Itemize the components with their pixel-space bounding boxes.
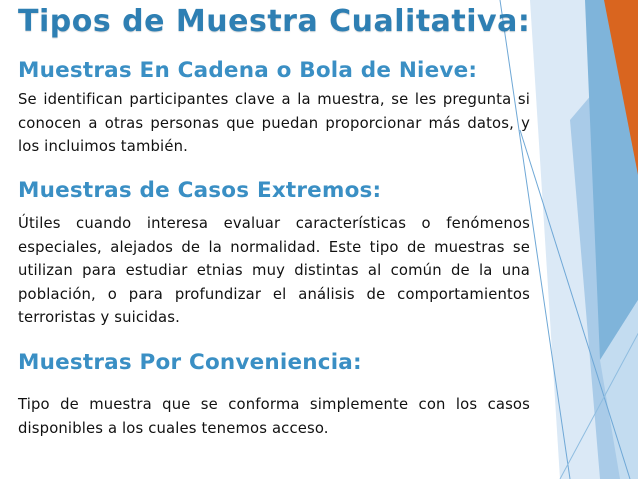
section-text-convenience: Tipo de muestra que se conforma simplemente con los casos disponibles a los cuales tenemos acceso. [18, 396, 530, 437]
section-text-snowball: Se identifican participantes clave a la muestra, se les pregunta si conocen a otras personas que puedan proporcionar más datos, y los incluimos también. [18, 91, 530, 155]
slide-title: Tipos de Muestra Cualitativa: [18, 4, 531, 39]
section-heading-convenience: Muestras Por Conveniencia: [18, 350, 362, 375]
section-heading-extreme-cases: Muestras de Casos Extremos: [18, 178, 382, 203]
section-text-extreme-cases: Útiles cuando interesa evaluar características o fenómenos especiales, alejados de la normalidad. Este tipo de muestras se utilizan para estudiar etnias muy distintas al común de la una población, o para profundizar el análisis de comportamientos terroristas y suicidas. [18, 215, 530, 326]
section-heading-snowball: Muestras En Cadena o Bola de Nieve: [18, 58, 478, 83]
